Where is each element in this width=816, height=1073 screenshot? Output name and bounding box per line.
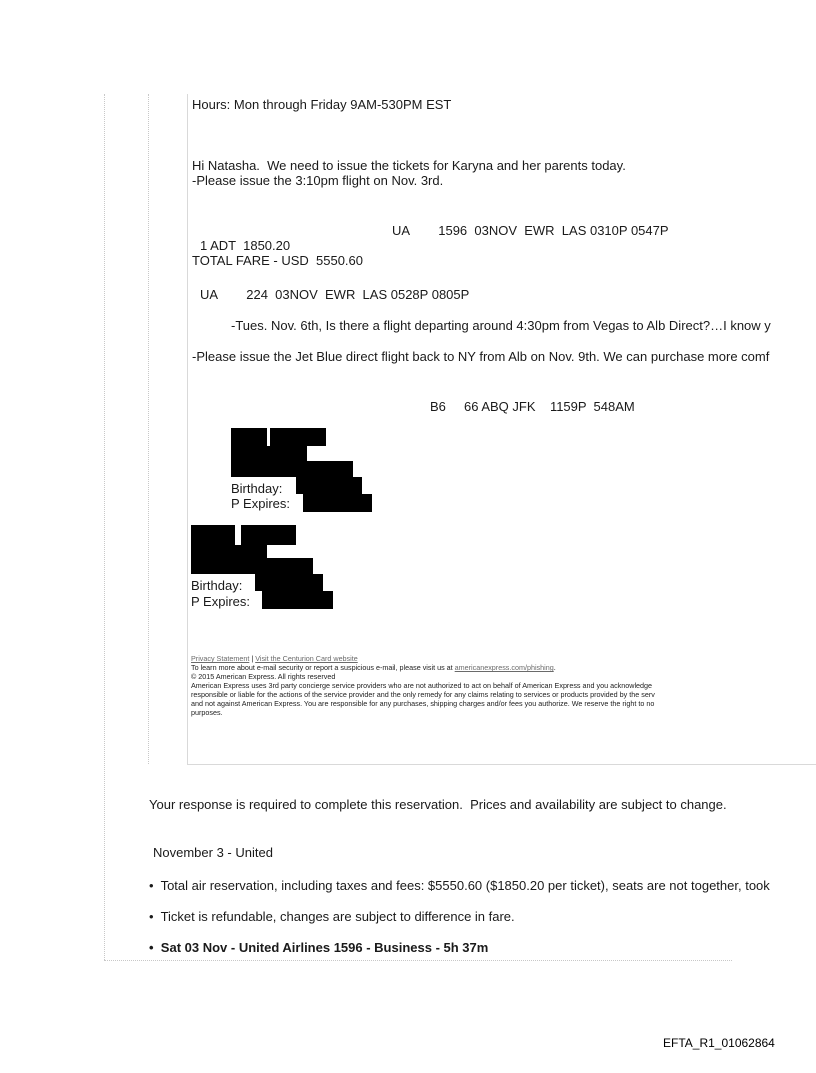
footer-disclaimer-line4: purposes. [191,708,223,717]
redaction-block [270,428,326,446]
greeting-text: Hi Natasha. We need to issue the tickets for Karyna and her parents today. [192,158,626,173]
document-id: EFTA_R1_01062864 [663,1036,775,1050]
jetblue-flight-line: B6 66 ABQ JFK 1159P 548AM [430,399,635,414]
alt-flight-line: UA 224 03NOV EWR LAS 0528P 0805P [200,287,470,302]
list-item-text: Ticket is refundable, changes are subject to difference in fare. [160,909,515,924]
fare-flight-line: UA 1596 03NOV EWR LAS 0310P 0547P [392,223,669,238]
centurion-card-link[interactable]: Visit the Centurion Card website [255,654,358,663]
redaction-block [262,591,333,609]
redaction-block [241,525,296,545]
bullet-icon: • [149,940,154,955]
privacy-statement-link[interactable]: Privacy Statement [191,654,250,663]
request-vegas-alb: -Tues. Nov. 6th, Is there a flight departing around 4:30pm from Vegas to Alb Direct?…I know y [231,318,771,333]
security-text: To learn more about e-mail security or report a suspicious e-mail, please visit us at [191,663,455,672]
outer-quote-rule [104,94,105,960]
redaction-block [191,525,235,545]
footer-disclaimer-line1: American Express uses 3rd party concierge service providers who are not authorized to act on behalf of American Express and you acknowledge [191,681,653,690]
phishing-link[interactable]: americanexpress.com/phishing [454,663,554,672]
redaction-block [231,446,307,461]
hours-text: Hours: Mon through Friday 9AM-530PM EST [192,97,452,112]
bullet-icon: • [149,909,154,924]
outer-bottom-rule [104,960,732,961]
list-item-text: Total air reservation, including taxes and fees: $5550.60 ($1850.20 per ticket), seats are not together, took [160,878,770,893]
fare-adt-line: 1 ADT 1850.20 [200,238,291,253]
passenger2-birthday-label: Birthday: [191,578,243,593]
list-item [149,878,770,893]
footer-copyright: © 2015 American Express. All rights reserved [191,672,336,681]
redaction-block [191,545,267,558]
section-title-nov3-united: November 3 - United [153,845,273,860]
footer-disclaimer-line3: and not against American Express. You are responsible for any purchases, shipping charges and/or fees you authorize. We reserve the right to no [191,699,655,708]
passenger1-passport-label: P Expires: [231,496,291,511]
bullet-icon: • [149,878,154,893]
redaction-block [191,558,313,574]
redaction-block [296,477,362,494]
passenger1-birthday-label: Birthday: [231,481,283,496]
footer-disclaimer-line2: responsible or liable for the actions of the service provider and the only remedy for any claims relating to services or products provided by the serv [191,690,655,699]
passenger2-passport-label: P Expires: [191,594,251,609]
redaction-block [231,428,267,446]
footer-security-line [191,663,556,672]
security-suffix: . [553,663,556,672]
list-item [149,909,515,924]
request-issue-310pm: -Please issue the 3:10pm flight on Nov. 3rd. [192,173,444,188]
list-item [149,940,488,955]
redaction-block [303,494,372,512]
reservation-notice: Your response is required to complete this reservation. Prices and availability are subject to change. [149,797,727,812]
redaction-block [231,461,353,477]
footer-links [191,654,358,663]
redaction-block [255,574,323,591]
inner-quote-rule [148,94,149,764]
fare-total-line: TOTAL FARE - USD 5550.60 [192,253,363,268]
footer-link-separator: | [249,654,256,663]
request-jetblue: -Please issue the Jet Blue direct flight back to NY from Alb on Nov. 9th. We can purchase more comf [192,349,770,364]
list-item-text: Sat 03 Nov - United Airlines 1596 - Business - 5h 37m [160,940,489,955]
